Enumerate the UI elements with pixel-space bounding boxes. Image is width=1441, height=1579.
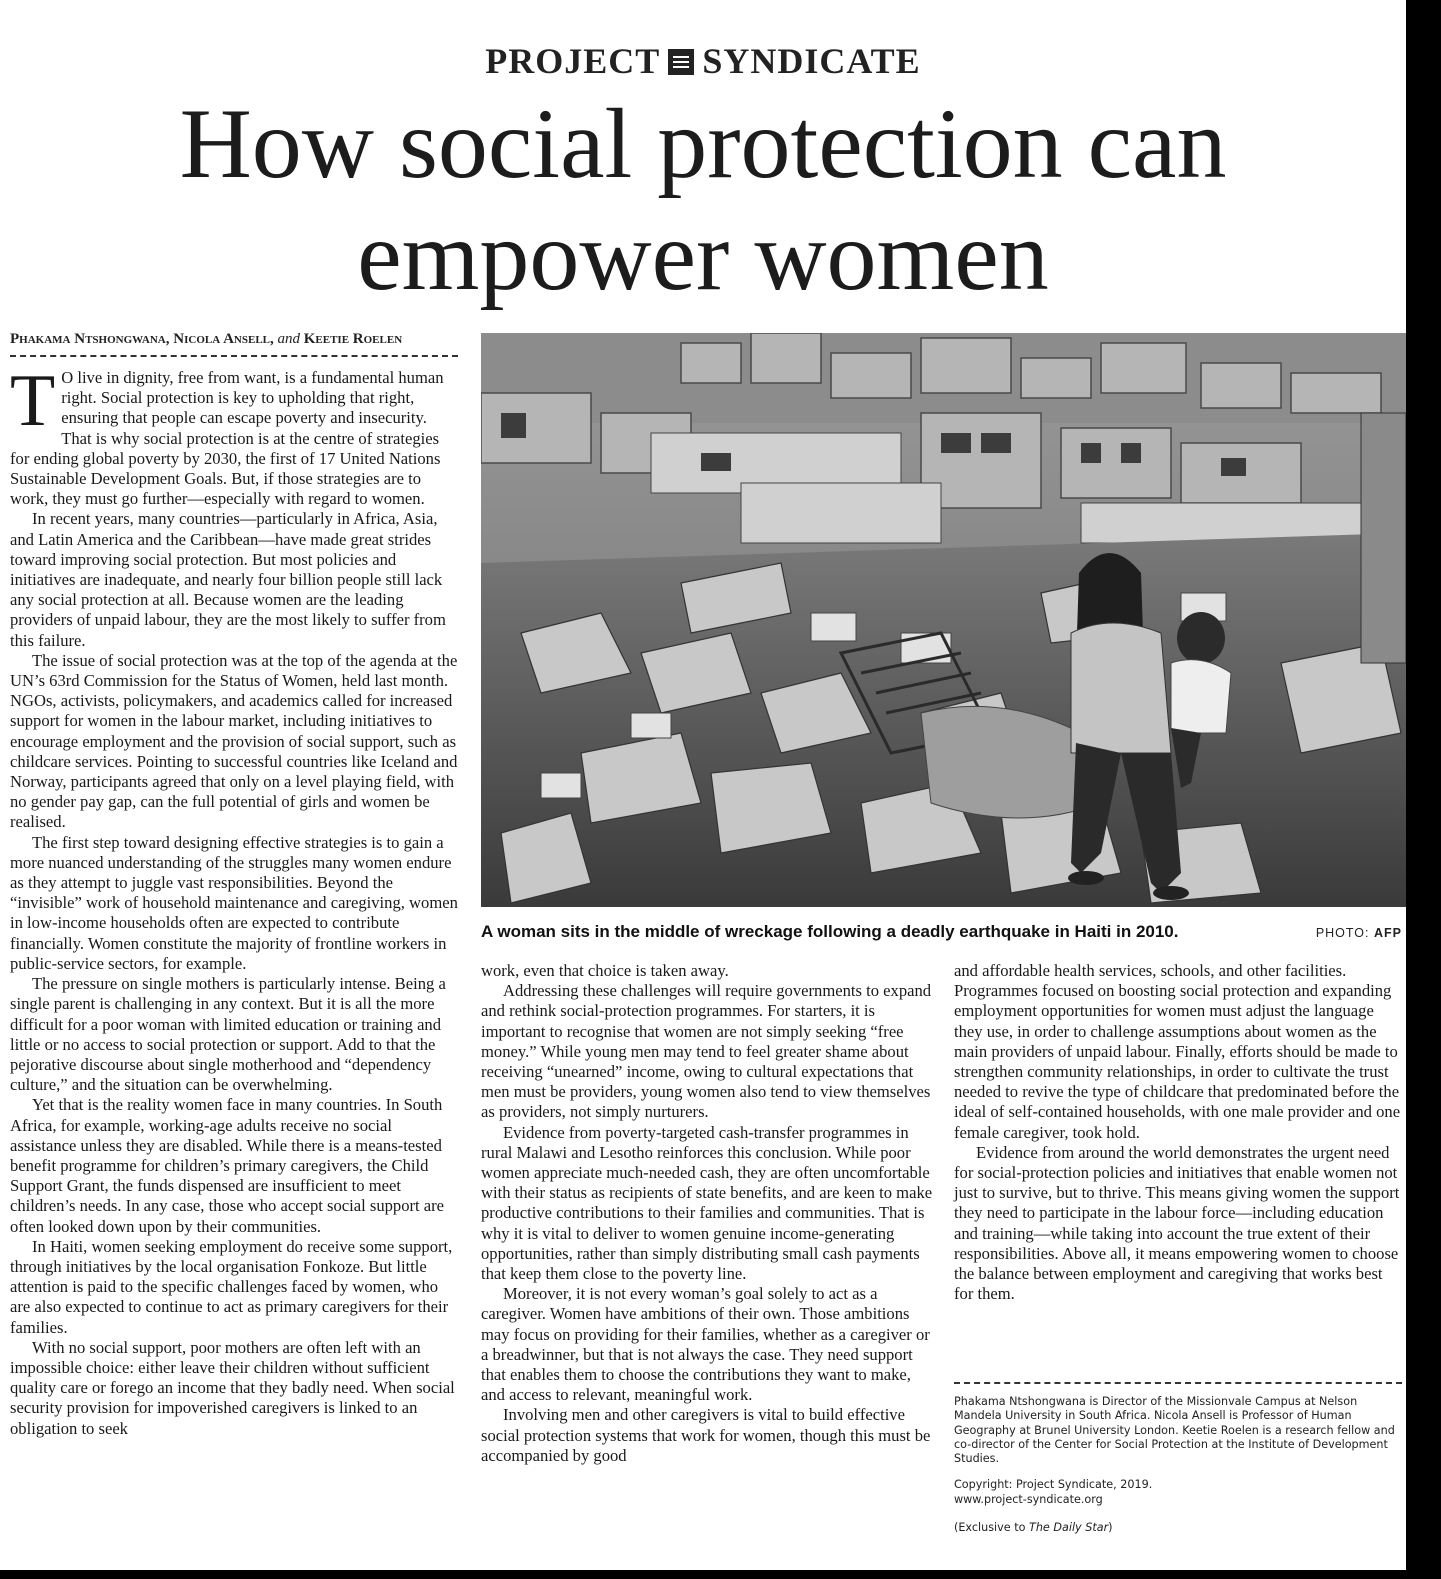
- paragraph: Involving men and other caregivers is vital to build effective social protection systems that work for women, though this must be accompanied by good: [481, 1405, 931, 1465]
- paragraph: Evidence from around the world demonstrates the urgent need for social-protection policies and initiatives that enable women not just to survive, but to thrive. This means giving women the support they need to participate in the labour force—including education and training—while taking into account the true extent of their responsibilities. Above all, it means empowering women to choose the balance between employment and caregiving that works best for them.: [954, 1142, 1400, 1304]
- paragraph: In Haiti, women seeking employment do receive some support, through initiatives by the local organisation Fonkoze. But little attention is paid to the specific challenges faced by women, who are also expected to continue to act as primary caregivers for their families.: [10, 1236, 453, 1337]
- paragraph: Addressing these challenges will require governments to expand and rethink social-protection programmes. For starters, it is important to recognise that women are not simply seeking “free money.” While young men may tend to feel greater shame about receiving “unearned” income, owing to cultural expectations that men must be providers, young women also tend to view themselves as providers, not simply nurturers.: [481, 981, 932, 1122]
- article-column-1: [10, 360, 460, 1439]
- drop-cap: T: [10, 360, 56, 442]
- paragraph: Yet that is the reality women face in many countries. In South Africa, for example, working-age adults receive no social assistance unless they are disabled. While there is a means-tested benefit programme for children’s primary caregivers, the Child Support Grant, the funds dispensed are insufficient to meet children’s needs. In any case, those who accept social support are often looked down upon by their communities.: [10, 1095, 445, 1236]
- bio-text: Phakama Ntshongwana is Director of the Missionvale Campus at Nelson Mandela University in South Africa. Nicola Ansell is Professor of Human Geography at Brunel University London. Keetie Roelen is a research fellow and co-director of the Center for Social Protection at the Institute of Development Studies.: [954, 1395, 1395, 1466]
- photo-credit-source: AFP: [1374, 926, 1402, 940]
- article-column-3: [954, 961, 1404, 1304]
- exclusive-paper: The Daily Star: [1029, 1521, 1109, 1535]
- exclusive-suffix: ): [1108, 1521, 1113, 1535]
- bio-divider: [954, 1382, 1402, 1384]
- paragraph: Evidence from poverty-targeted cash-transfer programmes in rural Malawi and Lesotho reinforces this conclusion. While poor women appreciate much-needed cash, they are often uncomfortable with their status as recipients of state benefits, and are keen to make productive contributions to their families and communities. That is why it is vital to deliver to women genuine income-generating opportunities, rather than simply distributing small cash payments that keep them close to the poverty line.: [481, 1122, 933, 1284]
- photo-caption: A woman sits in the middle of wreckage following a deadly earthquake in Haiti in 2010.: [481, 922, 1179, 941]
- byline: [10, 331, 460, 348]
- exclusive-note: [954, 1521, 1402, 1535]
- author-3: Keetie Roelen: [303, 331, 403, 347]
- author-2: Nicola Ansell,: [173, 331, 274, 347]
- paragraph: In recent years, many countries—particularly in Africa, Asia, and Latin America and the Caribbean—have made great strides toward improving social protection. But most policies and initiatives are inadequate, and nearly four billion people still lack any social protection at all. Because women are the leading providers of unpaid labour, they are the most likely to suffer from this failure.: [10, 509, 446, 650]
- article-column-2: [481, 961, 933, 1466]
- photo-illustration: [481, 333, 1406, 907]
- earthquake-photo: [481, 333, 1406, 907]
- headline-line-2: empower women: [357, 200, 1049, 311]
- paragraph: [10, 360, 460, 509]
- author-bio: [954, 1395, 1402, 1535]
- byline-divider: [10, 355, 458, 357]
- paragraph: work, even that choice is taken away.: [481, 961, 729, 980]
- headline-line-1: How social protection can: [179, 88, 1227, 199]
- paragraph: The issue of social protection was at the top of the agenda at the UN’s 63rd Commission for the Status of Women, held last month. NGOs, activists, policymakers, and academics called for increased support for women in the labour market, including initiatives to encourage employment and the provision of social support, such as childcare services. Pointing to successful countries like Iceland and Norway, participants agreed that only on a level playing field, with no gender pay gap, can the full potential of girls and women be realised.: [10, 650, 458, 832]
- paragraph: and affordable health services, schools, and other facilities. Programmes focused on boosting social protection and expanding employment opportunities for women must adjust the language they use, in order to challenge assumptions about women as the main providers of unpaid labour. Finally, efforts should be made to strengthen community relationships, in order to cultivate the trust needed to revive the type of childcare that predominated before the ideal of self-contained households, with one male provider and one female caregiver, took hold.: [954, 961, 1401, 1142]
- photo-credit: [1316, 926, 1402, 940]
- website: www.project-syndicate.org: [954, 1492, 1103, 1506]
- photo-credit-label: PHOTO:: [1315, 926, 1370, 940]
- headline: [0, 88, 1406, 312]
- paragraph: Moreover, it is not every woman’s goal solely to act as a caregiver. Women have ambitions of their own. Those ambitions may focus on providing for their families, whether as a caregiver or a breadwinner, but that is not always the case. They need support that enables them to choose the contributions they want to make, and access to relevant, meaningful work.: [481, 1284, 930, 1405]
- byline-and: and: [277, 331, 300, 347]
- author-1: Phakama Ntshongwana,: [10, 331, 170, 347]
- masthead: [0, 40, 1406, 82]
- masthead-right: SYNDICATE: [702, 41, 921, 81]
- exclusive-prefix: (Exclusive to: [954, 1521, 1029, 1535]
- paragraph: With no social support, poor mothers are often left with an impossible choice: either leave their children without sufficient quality care or forego an income that they badly need. When social security provision for impoverished caregivers is linked to an obligation to seek: [10, 1337, 455, 1438]
- masthead-left: PROJECT: [485, 41, 661, 81]
- paragraph-text: O live in dignity, free from want, is a fundamental human right. Social protection is key to upholding that right, ensuring that people can escape poverty and insecurity. That is why social protection is at the centre of strategies for ending global poverty by 2030, the first of 17 United Nations Sustainable Development Goals. But, if those strategies are to work, they must go further—especially with regard to women.: [10, 368, 444, 509]
- paragraph: The pressure on single mothers is particularly intense. Being a single parent is challenging in any context. But it is all the more difficult for a poor woman with limited education or training and little or no access to social protection or support. Add to that the pejorative discourse about single motherhood and “dependency culture,” and the situation can be overwhelming.: [10, 974, 446, 1095]
- copyright: Copyright: Project Syndicate, 2019.: [954, 1478, 1153, 1492]
- paragraph: The first step toward designing effective strategies is to gain a more nuanced understanding of the struggles many women endure as they attempt to juggle vast responsibilities. Beyond the “invisible” work of household maintenance and caregiving, women in low-income households often are expected to contribute financially. Women constitute the majority of frontline workers in public-service sectors, for example.: [10, 832, 458, 973]
- newspaper-icon: [668, 49, 694, 75]
